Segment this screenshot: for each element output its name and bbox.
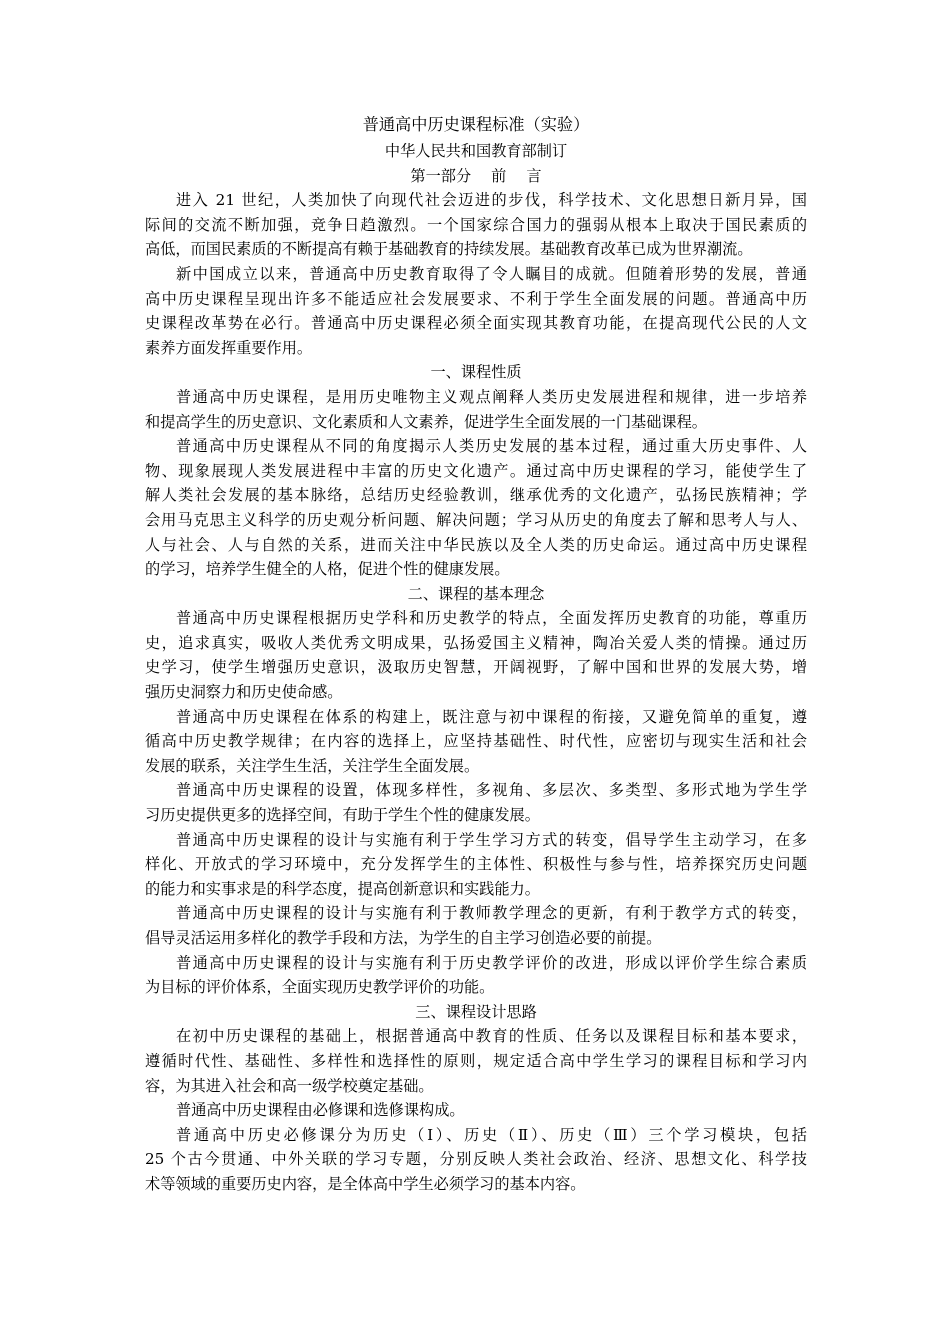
paragraph-line: 新中国成立以来，普通高中历史教育取得了令人瞩目的成就。但随着形势的发展，普通 xyxy=(176,264,807,283)
paragraph xyxy=(145,828,807,902)
part-heading: 第一部分 前 言 xyxy=(410,166,542,185)
document-issuer: 中华人民共和国教育部制订 xyxy=(384,142,568,160)
paragraph-line: 普通高中历史课程从不同的角度揭示人类历史发展的基本过程，通过重大历史事件、人 xyxy=(176,437,807,456)
paragraph-line: 际间的交流不断加强，竞争日趋激烈。一个国家综合国力的强弱从根本上取决于国民素质的 xyxy=(145,215,807,234)
section-philosophy-body xyxy=(145,606,807,1000)
paragraph-line: 物、现象展现人类发展进程中丰富的历史文化遗产。通过高中历史课程的学习，能使学生了 xyxy=(145,461,807,480)
preface-body xyxy=(145,188,807,360)
paragraph-line: 进入 21 世纪，人类加快了向现代社会迈进的步伐，科学技术、文化思想日新月异，国 xyxy=(176,191,807,210)
paragraph-line: 普通高中历史课程的设计与实施有利于学生学习方式的转变，倡导学生主动学习，在多 xyxy=(176,830,807,849)
paragraph-line: 高低，而国民素质的不断提高有赖于基础教育的持续发展。基础教育改革已成为世界潮流。 xyxy=(145,240,753,259)
paragraph xyxy=(145,951,807,1000)
paragraph xyxy=(145,901,807,950)
paragraph-line: 史，追求真实，吸收人类优秀文明成果，弘扬爱国主义精神，陶冶关爱人类的情操。通过历 xyxy=(145,633,807,652)
paragraph-line: 普通高中历史课程的设计与实施有利于教师教学理念的更新，有利于教学方式的转变， xyxy=(176,904,807,923)
paragraph-line: 和提高学生的历史意识、文化素质和人文素养，促进学生全面发展的一门基础课程。 xyxy=(145,412,707,431)
paragraph-line: 史课程改革势在必行。普通高中历史课程必须全面实现其教育功能，在提高现代公民的人文 xyxy=(145,314,807,333)
paragraph-line: 25 个古今贯通、中外关联的学习专题，分别反映人类社会政治、经济、思想文化、科学技 xyxy=(145,1150,807,1169)
paragraph-line: 素养方面发挥重要作用。 xyxy=(145,338,313,357)
paragraph xyxy=(145,262,807,360)
paragraph-line: 普通高中历史必修课分为历史（Ⅰ）、历史（Ⅱ）、历史（Ⅲ）三个学习模块，包括 xyxy=(176,1125,807,1144)
paragraph xyxy=(145,1098,807,1123)
paragraph-line: 发展的联系，关注学生生活，关注学生全面发展。 xyxy=(145,756,480,775)
paragraph-line: 普通高中历史课程的设置，体现多样性，多视角、多层次、多类型、多形式地为学生学 xyxy=(176,781,807,800)
paragraph xyxy=(145,434,807,582)
paragraph xyxy=(145,778,807,827)
paragraph-line: 习历史提供更多的选择空间，有助于学生个性的健康发展。 xyxy=(145,806,540,825)
paragraph-line: 循高中历史教学规律；在内容的选择上，应坚持基础性、时代性，应密切与现实生活和社会 xyxy=(145,732,807,751)
section-design-body xyxy=(145,1024,807,1196)
paragraph-line: 普通高中历史课程，是用历史唯物主义观点阐释人类历史发展进程和规律，进一步培养 xyxy=(176,387,807,406)
paragraph xyxy=(145,188,807,262)
paragraph-line: 普通高中历史课程由必修课和选修课构成。 xyxy=(176,1101,465,1120)
paragraph xyxy=(145,705,807,779)
paragraph-line: 术等领域的重要历史内容，是全体高中学生必须学习的基本内容。 xyxy=(145,1174,586,1193)
paragraph xyxy=(145,1024,807,1098)
paragraph-line: 史学习，使学生增强历史意识，汲取历史智慧，开阔视野，了解中国和世界的发展大势，增 xyxy=(145,658,807,677)
paragraph-line: 人与社会、人与自然的关系，进而关注中华民族以及全人类的历史命运。通过高中历史课程 xyxy=(145,535,807,554)
paragraph xyxy=(145,1123,807,1197)
paragraph-line: 高中历史课程呈现出许多不能适应社会发展要求、不利于学生全面发展的问题。普通高中历 xyxy=(145,289,807,308)
section-heading-philosophy: 二、课程的基本理念 xyxy=(407,584,545,603)
paragraph-line: 普通高中历史课程根据历史学科和历史教学的特点，全面发挥历史教育的功能，尊重历 xyxy=(176,609,807,628)
paragraph-line: 容，为其进入社会和高一级学校奠定基础。 xyxy=(145,1076,434,1095)
paragraph-line: 在初中历史课程的基础上，根据普通高中教育的性质、任务以及课程目标和基本要求， xyxy=(176,1027,807,1046)
paragraph-line: 倡导灵活运用多样化的教学手段和方法，为学生的自主学习创造必要的前提。 xyxy=(145,929,662,947)
section-heading-nature: 一、课程性质 xyxy=(430,363,522,382)
paragraph xyxy=(145,385,807,434)
paragraph xyxy=(145,606,807,704)
document-page xyxy=(145,112,807,1197)
document-title: 普通高中历史课程标准（实验） xyxy=(362,115,590,134)
paragraph-line: 为目标的评价体系，全面实现历史教学评价的功能。 xyxy=(145,978,495,997)
paragraph-line: 强历史洞察力和历史使命感。 xyxy=(145,683,343,702)
section-nature-body xyxy=(145,385,807,582)
paragraph-line: 普通高中历史课程在体系的构建上，既注意与初中课程的衔接，又避免简单的重复，遵 xyxy=(176,707,807,726)
paragraph-line: 的学习，培养学生健全的人格，促进个性的健康发展。 xyxy=(145,560,510,579)
paragraph-line: 的能力和实事求是的科学态度，提高创新意识和实践能力。 xyxy=(145,879,540,898)
paragraph-line: 遵循时代性、基础性、多样性和选择性的原则，规定适合高中学生学习的课程目标和学习内 xyxy=(145,1051,807,1070)
paragraph-line: 普通高中历史课程的设计与实施有利于历史教学评价的改进，形成以评价学生综合素质 xyxy=(176,953,807,972)
section-heading-design: 三、课程设计思路 xyxy=(415,1002,537,1021)
paragraph-line: 样化、开放式的学习环境中，充分发挥学生的主体性、积极性与参与性，培养探究历史问题 xyxy=(145,855,807,874)
paragraph-line: 解人类社会发展的基本脉络，总结历史经验教训，继承优秀的文化遗产，弘扬民族精神；学 xyxy=(145,486,807,505)
paragraph-line: 会用马克思主义科学的历史观分析问题、解决问题；学习从历史的角度去了解和思考人与人、 xyxy=(145,510,807,529)
